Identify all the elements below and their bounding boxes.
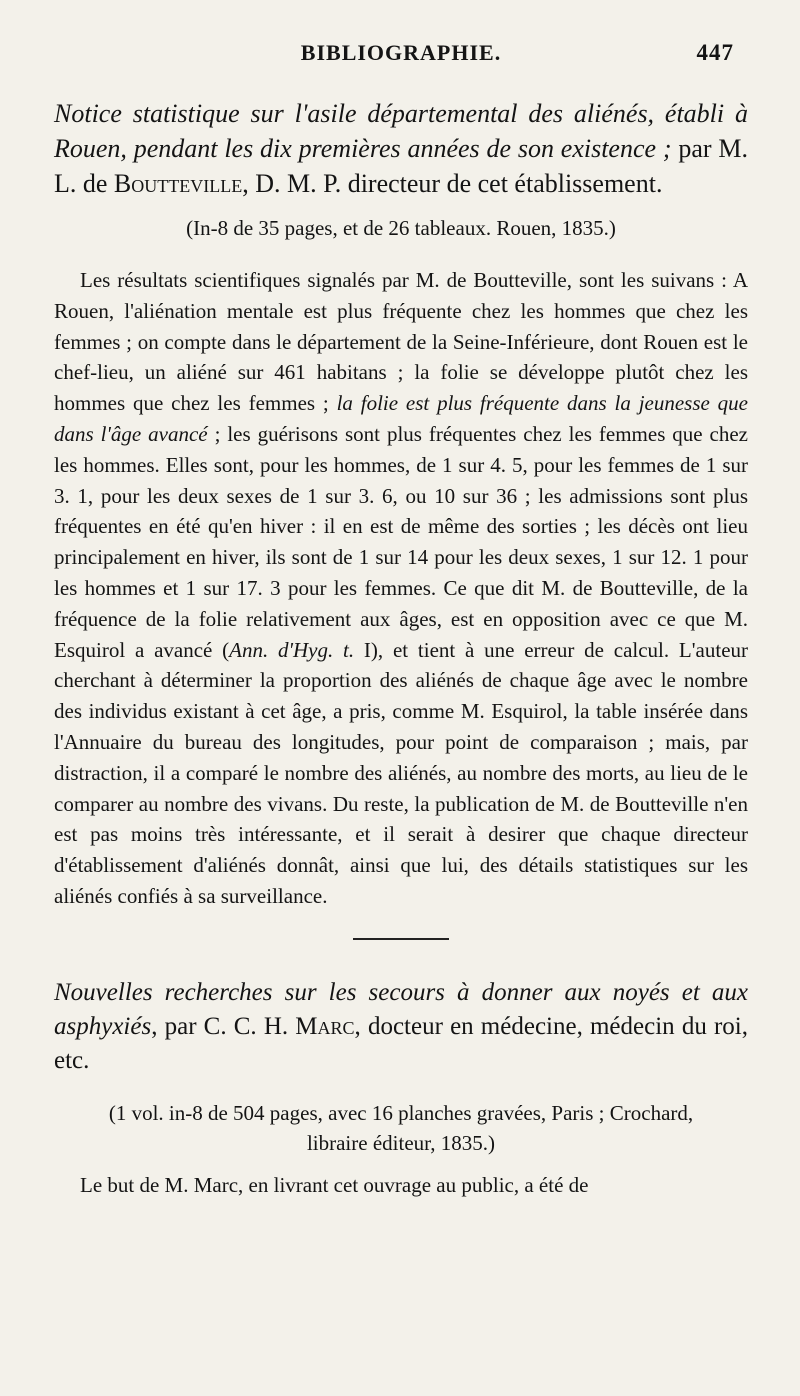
entry2-title-italic: Nouvelles recherches sur les secours à donner aux noyés et aux asphyxiés: [54, 978, 748, 1040]
entry1-paragraph-italic2: Ann. d'Hyg. t.: [229, 637, 355, 662]
entry1-author-prefix: par M. L. de: [54, 134, 749, 198]
entry1-title-italic: Notice statistique sur l'asile départemental des aliénés, établi à Rouen, pendant les dix premières années de son existence ;: [54, 99, 748, 163]
entry1-paragraph-part3: I), et tient à une erreur de calcul. L'auteur cherchant à déterminer la proportion des aliénés de chaque âge avec le nombre des individus existant à cet âge, a pris, comme M. Esquirol, la table insérée dans l'Annuaire du bureau des longitudes, pour point de comparaison ; mais, par distraction, il a comparé le nombre des aliénés, au nombre des morts, au lieu de le comparer au nombre des vivans. Du reste, la publication de M. de Boutteville n'en est pas moins très intéressante, et il serait à desirer que chaque directeur d'établissement d'aliénés donnât, ainsi que lui, des détails statistiques sur les aliénés confiés à sa surveillance.: [54, 637, 749, 908]
running-title: BIBLIOGRAPHIE.: [300, 40, 502, 65]
entry1-paragraph: [54, 265, 748, 912]
entry2-publication-line1: (1 vol. in-8 de 504 pages, avec 16 planches gravées, Paris ; Crochard,: [108, 1100, 694, 1125]
entry2-author-prefix: , par C. C. H.: [151, 1012, 289, 1040]
entry2-publication-line2: libraire éditeur, 1835.): [306, 1130, 496, 1155]
entry2-paragraph: Le but de M. Marc, en livrant cet ouvrage au public, a été de: [80, 1172, 589, 1197]
entry1-author-name: Boutteville: [113, 169, 243, 198]
page-number: 447: [696, 40, 734, 65]
entry1-publication: (In-8 de 35 pages, et de 26 tableaux. Rouen, 1835.): [186, 216, 616, 240]
entry1-paragraph-part1: Les résultats scientifiques signalés par M. de Boutteville, sont les suivans : A Rouen, l'aliénation mentale est plus fréquente chez les hommes que chez les femmes ; on compte dans le département de la Seine-Inférieure, dont Rouen est le chef-lieu, un aliéné sur 461 habitans ; la folie se développe plutôt chez les hommes que chez les femmes ;: [54, 268, 748, 416]
section-divider: [353, 938, 449, 940]
entry2-publication: [54, 1098, 748, 1158]
entry2-title: [54, 976, 748, 1078]
entry1-title: [54, 96, 748, 201]
entry1-author-suffix: , D. M. P. directeur de cet établissement.: [242, 169, 663, 198]
running-head: [54, 40, 748, 84]
entry1-paragraph-part2: ; les guérisons sont plus fréquentes chez les femmes que chez les hommes. Elles sont, pour les hommes, de 1 sur 4. 5, pour les femmes de 1 sur 3. 1, pour les deux sexes de 1 sur 3. 6, ou 10 sur 36 ; les admissions sont plus fréquentes en été qu'en hiver : il en est de même des sorties ; les décès ont lieu principalement en hiver, ils sont de 1 sur 14 pour les deux sexes, 1 sur 12. 1 pour les hommes et 1 sur 17. 3 pour les femmes. Ce que dit M. de Boutteville, de la fréquence de la folie relativement aux âges, est en opposition avec ce que M. Esquirol a avancé (: [54, 421, 749, 662]
entry2-author-name: Marc: [295, 1012, 355, 1040]
entry2-author-suffix: , docteur en médecine, médecin du roi, etc.: [54, 1012, 748, 1074]
entry1-paragraph-italic1: la folie est plus fréquente dans la jeunesse que dans l'âge avancé: [54, 391, 749, 446]
